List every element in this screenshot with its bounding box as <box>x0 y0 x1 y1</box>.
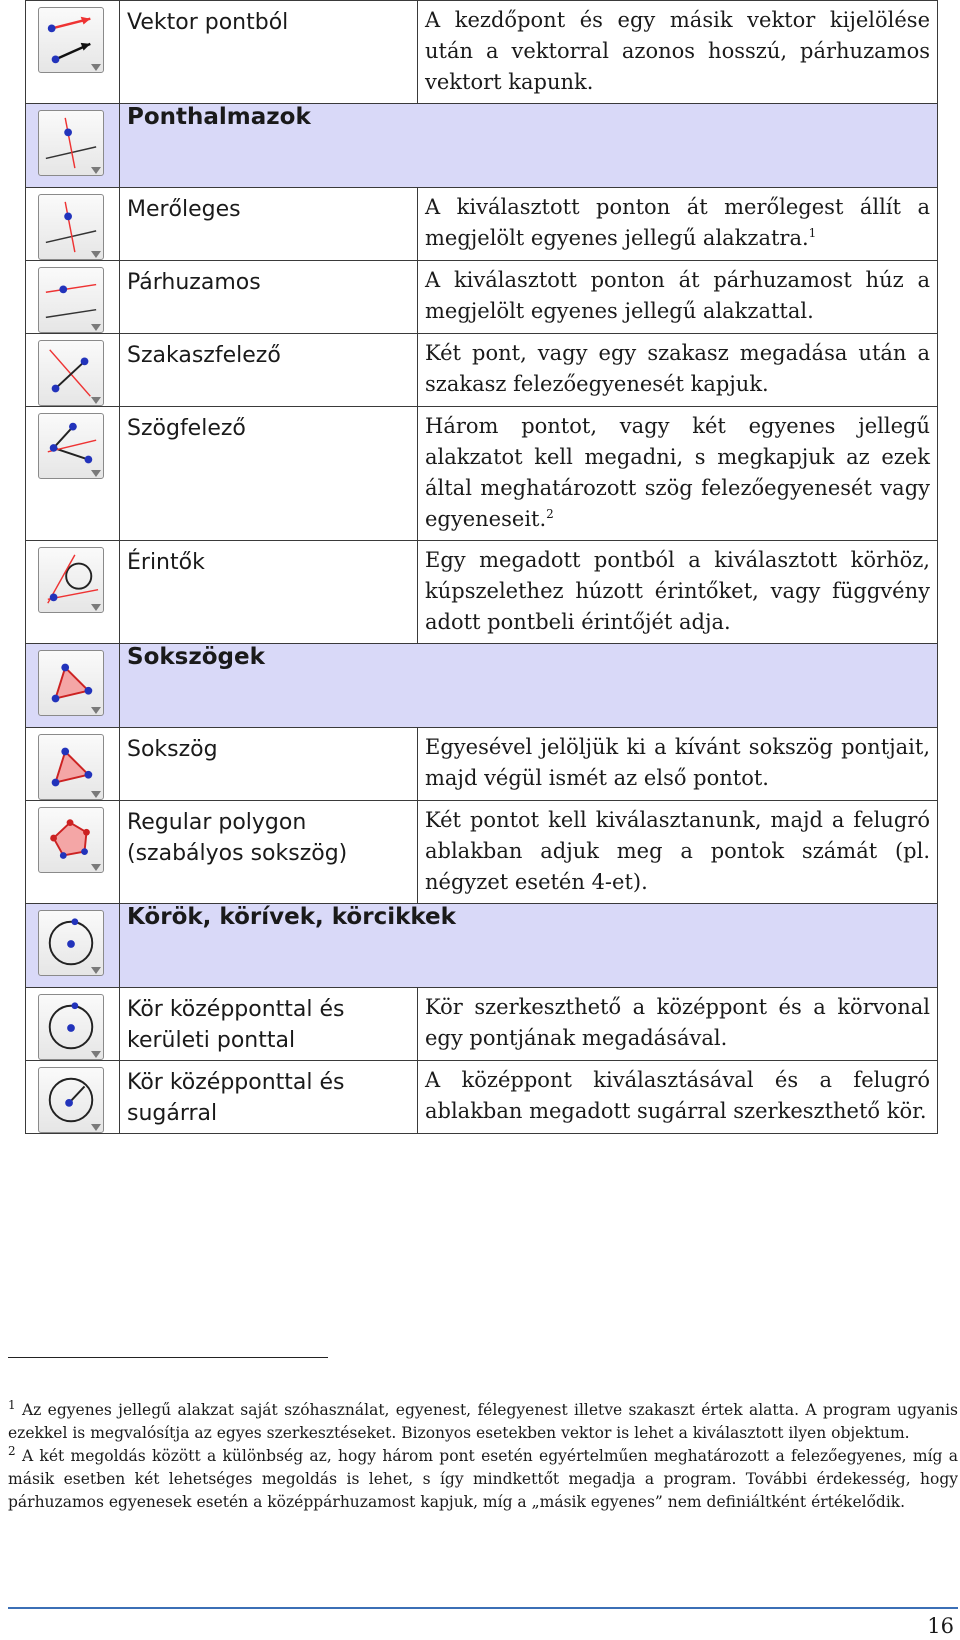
tool-name: Párhuzamos <box>120 261 418 334</box>
tool-description: A kezdőpont és egy másik vektor kijelölése után a vektorral azonos hosszú, párhuzamos vektort kapunk. <box>418 1 938 104</box>
polygon-icon <box>38 650 104 716</box>
tool-name: Kör középponttal és kerületi ponttal <box>120 988 418 1061</box>
footnotes <box>8 1399 958 1514</box>
page-footer-rule <box>8 1607 958 1609</box>
tool-name: Merőleges <box>120 188 418 261</box>
perpendicular-line-icon <box>38 194 104 260</box>
circle-center-point-icon <box>38 994 104 1060</box>
tool-description: Kör szerkeszthető a középpont és a körvonal egy pontjának megadásával. <box>418 988 938 1061</box>
vector-from-point-icon <box>38 7 104 73</box>
section-title: Sokszögek <box>120 644 938 728</box>
tool-icon-cell <box>26 541 120 644</box>
tool-description: Egyesével jelöljük ki a kívánt sokszög pontjait, majd végül ismét az első pontot. <box>418 728 938 801</box>
tool-row <box>26 1 938 104</box>
footnote-separator <box>8 1357 328 1358</box>
tool-icon-cell <box>26 904 120 988</box>
tool-row <box>26 1061 938 1134</box>
tool-row <box>26 261 938 334</box>
tool-icon-cell <box>26 1 120 104</box>
tool-description: A kiválasztott ponton át párhuzamost húz a megjelölt egyenes jellegű alakzattal. <box>418 261 938 334</box>
footnote-2: $^2$ A két megoldás között a különbség az, hogy három pont esetén egyértelműen meghatározott a felezőegyenes, míg a másik esetben két lehetséges megoldás is lehet, s így mindkettőt megadja a program. További érdekesség, hogy párhuzamos egyenesek esetén a középpárhuzamost kapjuk, míg a „másik egyenes” nem definiáltként értékelődik. <box>8 1443 958 1511</box>
perpendicular-line-icon <box>38 110 104 176</box>
circle-center-radius-icon <box>38 1067 104 1133</box>
tool-description: Három pontot, vagy két egyenes jellegű alakzatot kell megadni, s megkapjuk az ezek által meghatározott szög felezőegyenesét vagy egyeneseit.$^2$ <box>418 407 938 541</box>
tool-name: Szakaszfelező <box>120 334 418 407</box>
section-row <box>26 104 938 188</box>
footnote-reference: 2 <box>546 507 554 521</box>
tool-icon-cell <box>26 334 120 407</box>
tool-icon-cell <box>26 1061 120 1134</box>
footnote-1: $^1$ Az egyenes jellegű alakzat saját szóhasználat, egyenest, félegyenest illetve szakaszt értek alatta. A program ugyanis ezekkel is megvalósítja az egyes szerkesztéseket. Bizonyos esetekben vektor is lehet a kiválasztott ilyen objektum. <box>8 1397 958 1442</box>
perpendicular-bisector-icon <box>38 340 104 406</box>
angle-bisector-icon <box>38 413 104 479</box>
tool-row <box>26 728 938 801</box>
tool-icon-cell <box>26 188 120 261</box>
section-row <box>26 644 938 728</box>
tool-icon-cell <box>26 728 120 801</box>
tools-table <box>25 0 938 1134</box>
tool-row <box>26 801 938 904</box>
regular-polygon-icon <box>38 807 104 873</box>
tool-description: Két pont, vagy egy szakasz megadása után a szakasz felezőegyenesét kapjuk. <box>418 334 938 407</box>
tool-icon-cell <box>26 104 120 188</box>
tool-row <box>26 334 938 407</box>
parallel-line-icon <box>38 267 104 333</box>
tool-icon-cell <box>26 801 120 904</box>
tool-icon-cell <box>26 644 120 728</box>
tool-description: A középpont kiválasztásával és a felugró ablakban megadott sugárral szerkeszthető kör. <box>418 1061 938 1134</box>
section-row <box>26 904 938 988</box>
tool-row <box>26 541 938 644</box>
section-title: Ponthalmazok <box>120 104 938 188</box>
tool-description: Egy megadott pontból a kiválasztott körhöz, kúpszelethez húzott érintőket, vagy függvény adott pontbeli érintőjét adja. <box>418 541 938 644</box>
tool-row <box>26 988 938 1061</box>
tool-icon-cell <box>26 407 120 541</box>
page-number: 16 <box>927 1614 954 1638</box>
tool-icon-cell <box>26 261 120 334</box>
tool-name: Érintők <box>120 541 418 644</box>
tool-name: Vektor pontból <box>120 1 418 104</box>
tool-name: Szögfelező <box>120 407 418 541</box>
polygon-icon <box>38 734 104 800</box>
tool-description: A kiválasztott ponton át merőlegest állít a megjelölt egyenes jellegű alakzatra.$^1$ <box>418 188 938 261</box>
tool-icon-cell <box>26 988 120 1061</box>
section-title: Körök, körívek, körcikkek <box>120 904 938 988</box>
tool-name: Sokszög <box>120 728 418 801</box>
tool-row <box>26 407 938 541</box>
footnote-reference: 1 <box>808 226 817 240</box>
tangents-icon <box>38 547 104 613</box>
tool-row <box>26 188 938 261</box>
circle-center-point-icon <box>38 910 104 976</box>
tool-description: Két pontot kell kiválasztanunk, majd a felugró ablakban adjuk meg a pontok számát (pl. négyzet esetén 4-et). <box>418 801 938 904</box>
tool-name: Regular polygon (szabályos sokszög) <box>120 801 418 904</box>
tool-name: Kör középponttal és sugárral <box>120 1061 418 1134</box>
